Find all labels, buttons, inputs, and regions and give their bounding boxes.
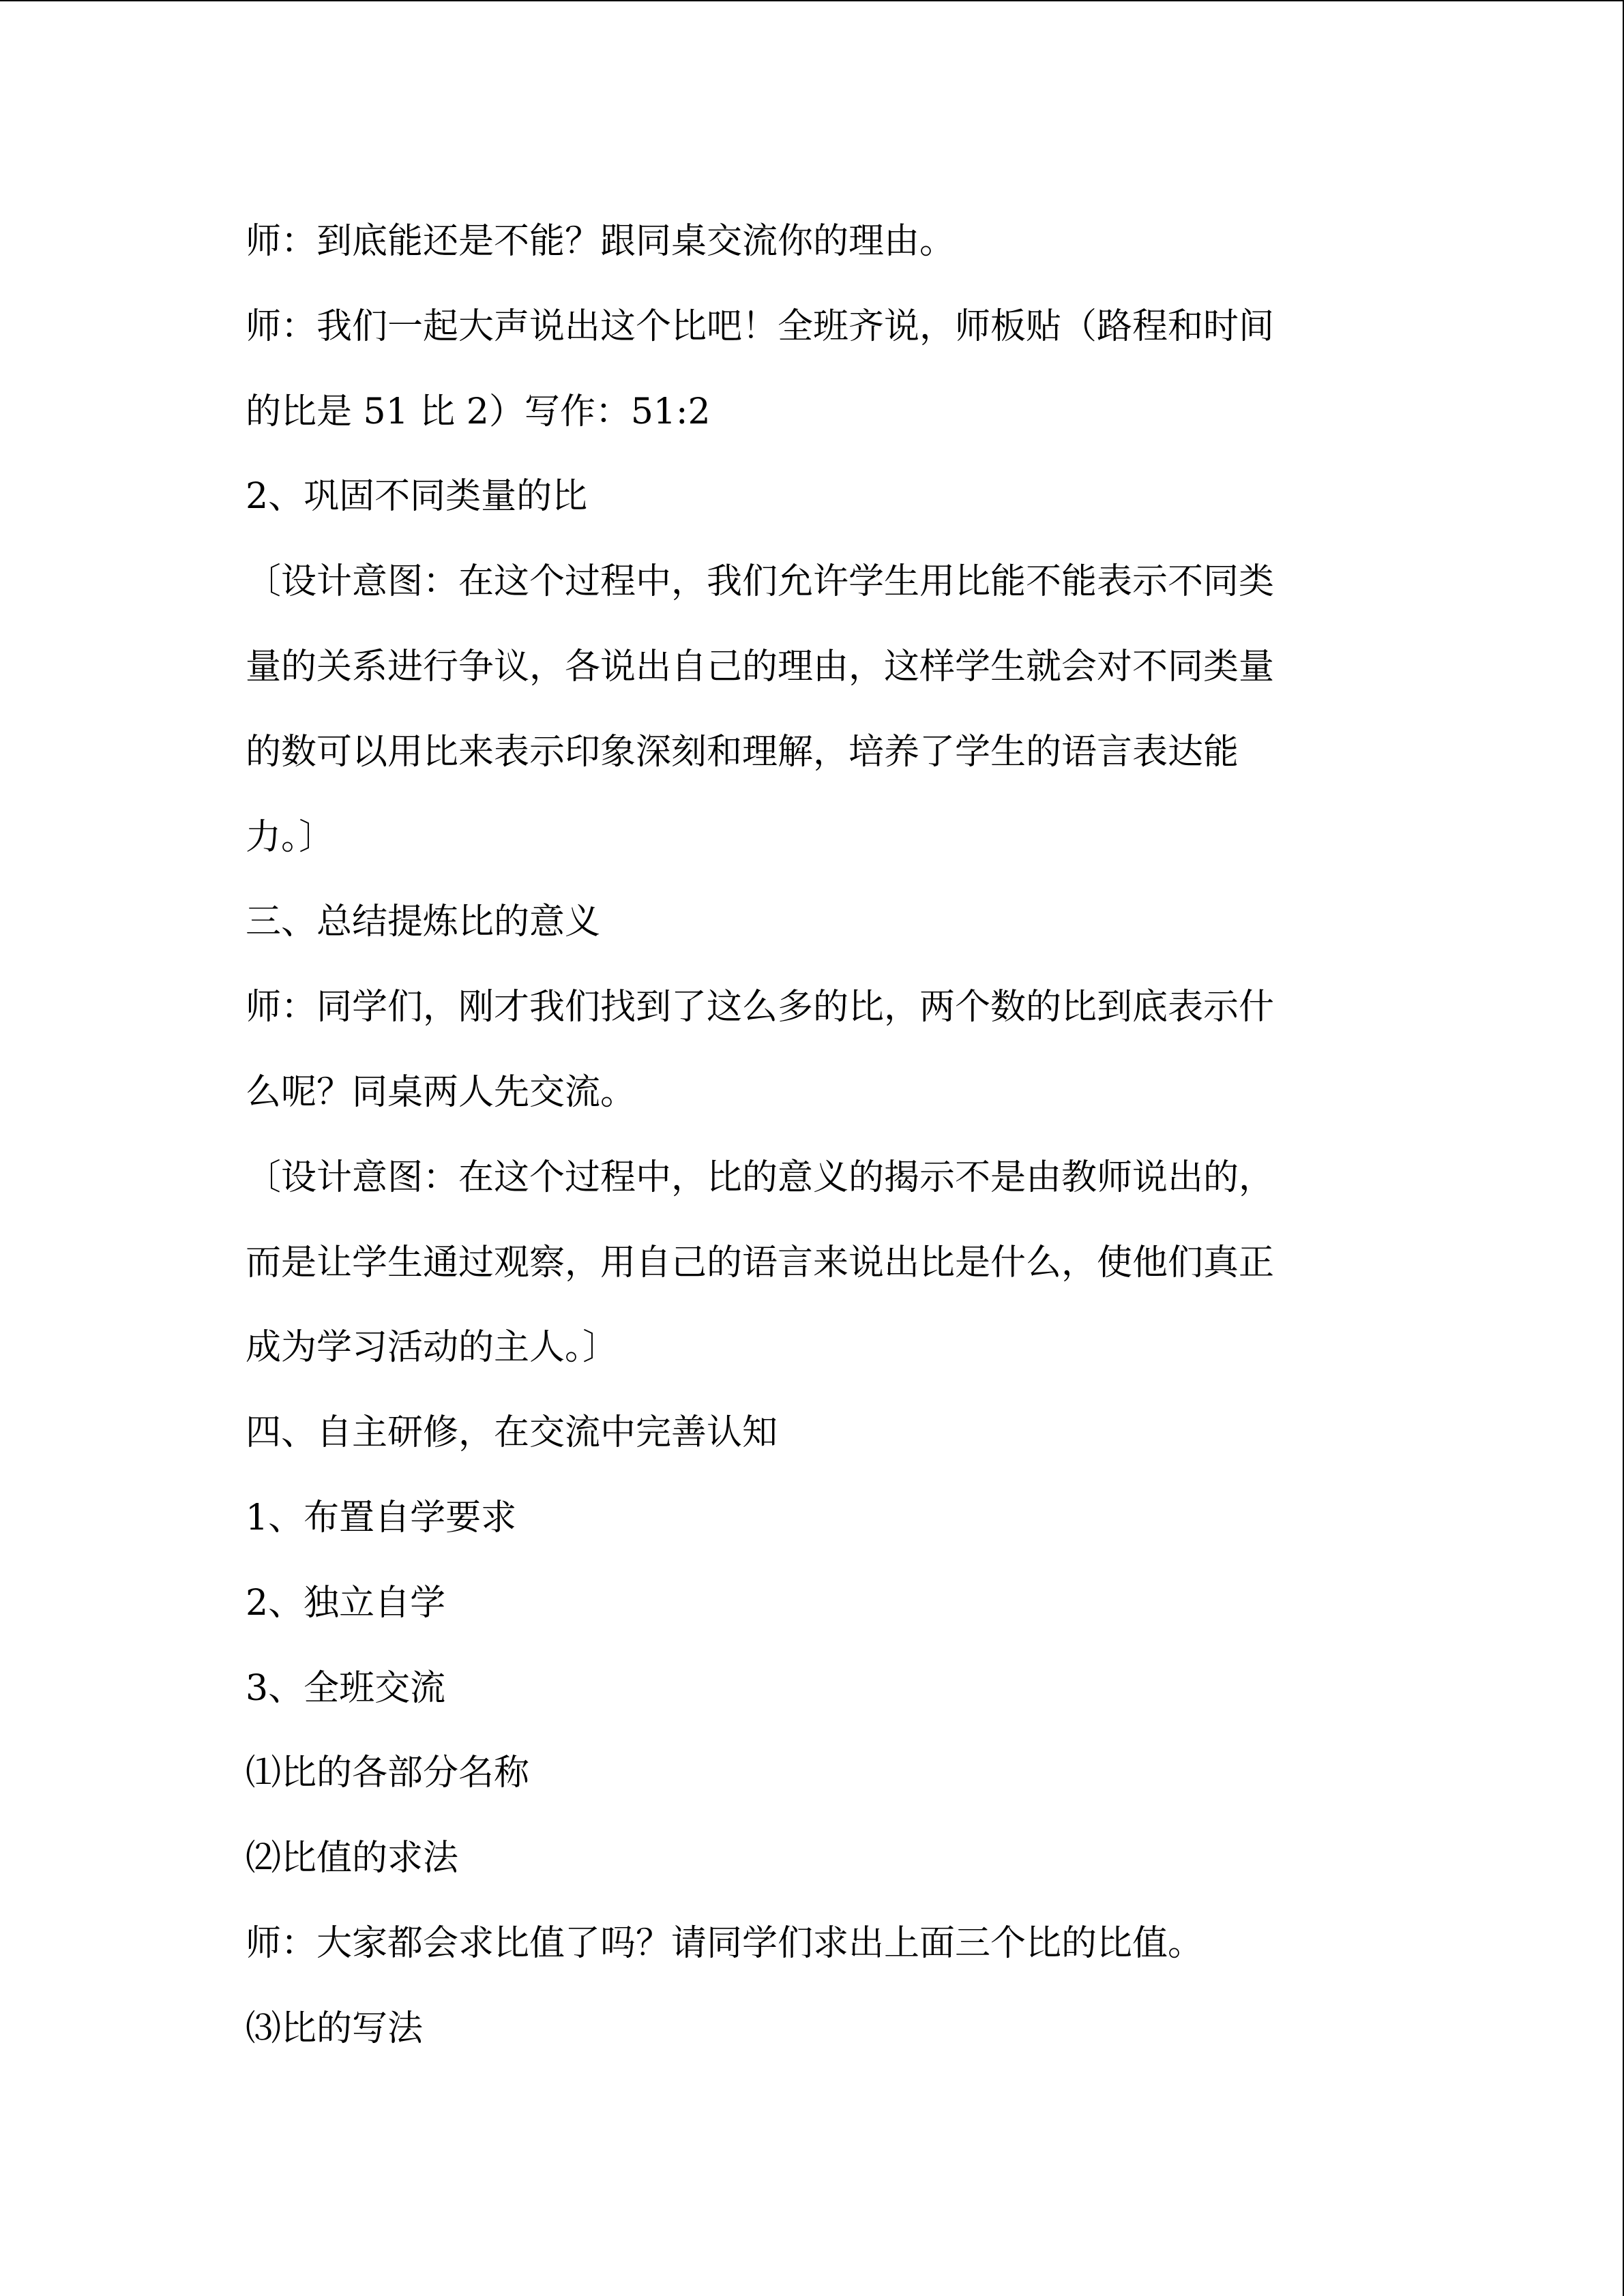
text-line: 量的关系进行争议，各说出自己的理由，这样学生就会对不同类量	[246, 646, 1275, 687]
document-body	[246, 199, 1364, 2072]
sub-list-item: ⑴比的各部分名称	[246, 1753, 530, 1794]
text-line: 么呢？同桌两人先交流。	[246, 1071, 636, 1113]
text-line: 师：同学们，刚才我们找到了这么多的比，两个数的比到底表示什	[246, 987, 1275, 1028]
sub-list-item: ⑶比的写法	[246, 2008, 424, 2049]
list-item: 1、布置自学要求	[246, 1497, 517, 1538]
section-heading: 2、巩固不同类量的比	[246, 476, 588, 518]
text-line: 成为学习活动的主人。〕	[246, 1327, 619, 1369]
text-line: 师：大家都会求比值了吗？请同学们求出上面三个比的比值。	[246, 1922, 1204, 1964]
text-line: 师：到底能还是不能？跟同桌交流你的理由。	[246, 221, 956, 262]
sub-list-item: ⑵比值的求法	[246, 1838, 459, 1879]
text-line: 的比是 51 比 2）写作：51:2	[246, 391, 711, 432]
text-line: 力。〕	[246, 816, 335, 858]
text-line: 而是让学生通过观察，用自己的语言来说出比是什么，使他们真正	[246, 1242, 1275, 1283]
list-item: 3、全班交流	[246, 1667, 446, 1709]
section-heading: 三、总结提炼比的意义	[246, 901, 601, 943]
design-intent-note: 〔设计意图：在这个过程中，比的意义的揭示不是由教师说出的，	[246, 1157, 1275, 1198]
list-item: 2、独立自学	[246, 1582, 446, 1624]
section-heading: 四、自主研修，在交流中完善认知	[246, 1412, 778, 1454]
design-intent-note: 〔设计意图：在这个过程中，我们允许学生用比能不能表示不同类	[246, 561, 1275, 603]
text-line: 的数可以用比来表示印象深刻和理解，培养了学生的语言表达能	[246, 731, 1239, 773]
text-line: 师：我们一起大声说出这个比吧！全班齐说，师板贴（路程和时间	[246, 305, 1275, 347]
